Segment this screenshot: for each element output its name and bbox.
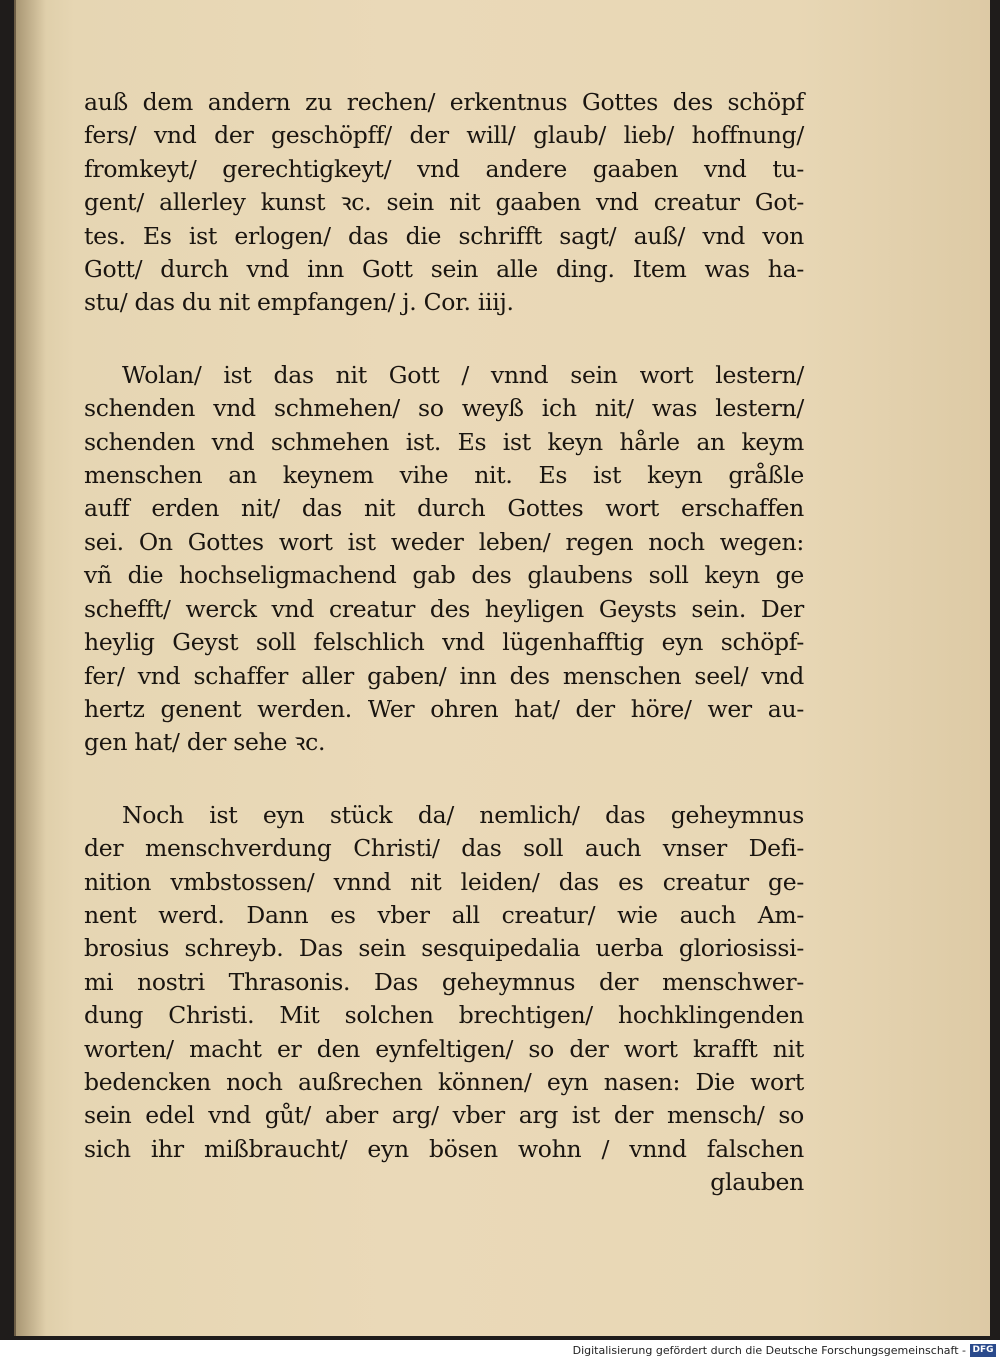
text-line: der menschverdung Christi/ das soll auch vnser Defi- xyxy=(84,834,804,863)
text-line: brosius schreyb. Das sein sesquipedalia uerba gloriosissi- xyxy=(84,934,804,963)
text-line: vñ die hochseligmachend gab des glaubens soll keyn ge xyxy=(84,561,804,590)
text-line: stu/ das du nit empfangen/ j. Cor. iiij. xyxy=(84,288,514,317)
paragraph-1 xyxy=(84,86,804,320)
text-line: dung Christi. Mit solchen brechtigen/ hochklingenden xyxy=(84,1001,804,1030)
text-line: nition vmbstossen/ vnnd nit leiden/ das es creatur ge- xyxy=(84,867,804,896)
text-line: auff erden nit/ das nit durch Gottes wort erschaffen xyxy=(84,494,804,523)
text-line: gen hat/ der sehe ꝛc. xyxy=(84,728,326,757)
text-line: Noch ist eyn stück da/ nemlich/ das geheymnus xyxy=(122,800,804,829)
text-line: bedencken noch außrechen können/ eyn nasen: Die wort xyxy=(84,1067,804,1096)
page-text xyxy=(84,86,804,1200)
text-line: menschen an keynem vihe nit. Es ist keyn gråßle xyxy=(84,461,804,490)
paragraph-3 xyxy=(84,799,804,1200)
text-line: fer/ vnd schaffer aller gaben/ inn des menschen seel/ vnd xyxy=(84,661,804,690)
text-line: gent/ allerley kunst ꝛc. sein nit gaaben vnd creatur Got- xyxy=(84,188,804,217)
text-line: schenden vnd schmehen ist. Es ist keyn hårle an keym xyxy=(84,427,804,456)
text-line: schefft/ werck vnd creatur des heyligen Geysts sein. Der xyxy=(84,594,804,623)
text-line: schenden vnd schmehen/ so weyß ich nit/ was lestern/ xyxy=(84,394,804,423)
text-line: sein edel vnd gůt/ aber arg/ vber arg ist der mensch/ so xyxy=(84,1101,804,1130)
funding-credit: Digitalisierung gefördert durch die Deutsche Forschungsgemeinschaft - xyxy=(572,1344,966,1357)
paragraph-2 xyxy=(84,359,804,760)
book-page xyxy=(14,0,990,1336)
catchword: glauben xyxy=(710,1168,804,1197)
footer-bar xyxy=(0,1340,1000,1362)
text-line: mi nostri Thrasonis. Das geheymnus der menschwer- xyxy=(84,967,804,996)
text-line: hertz genent werden. Wer ohren hat/ der höre/ wer au- xyxy=(84,694,804,723)
text-line: heylig Geyst soll felschlich vnd lügenhafftig eyn schöpf- xyxy=(84,628,804,657)
text-line: worten/ macht er den eynfeltigen/ so der wort krafft nit xyxy=(84,1034,804,1063)
text-line: Gott/ durch vnd inn Gott sein alle ding. Item was ha- xyxy=(84,255,804,284)
text-line: Wolan/ ist das nit Gott / vnnd sein wort lestern/ xyxy=(122,360,804,389)
text-line: fromkeyt/ gerechtigkeyt/ vnd andere gaaben vnd tu- xyxy=(84,154,804,183)
text-line: auß dem andern zu rechen/ erkentnus Gottes des schöpf xyxy=(84,88,804,116)
text-line: tes. Es ist erlogen/ das die schrifft sagt/ auß/ vnd von xyxy=(84,221,804,250)
text-line: sich ihr mißbraucht/ eyn bösen wohn / vnnd falschen xyxy=(84,1134,804,1163)
text-line: nent werd. Dann es vber all creatur/ wie auch Am- xyxy=(84,900,804,929)
text-line: sei. On Gottes wort ist weder leben/ regen noch wegen: xyxy=(84,527,804,556)
dfg-logo-icon[interactable]: DFG xyxy=(970,1344,996,1357)
text-line: fers/ vnd der geschöpff/ der will/ glaub/ lieb/ hoffnung/ xyxy=(84,121,804,150)
